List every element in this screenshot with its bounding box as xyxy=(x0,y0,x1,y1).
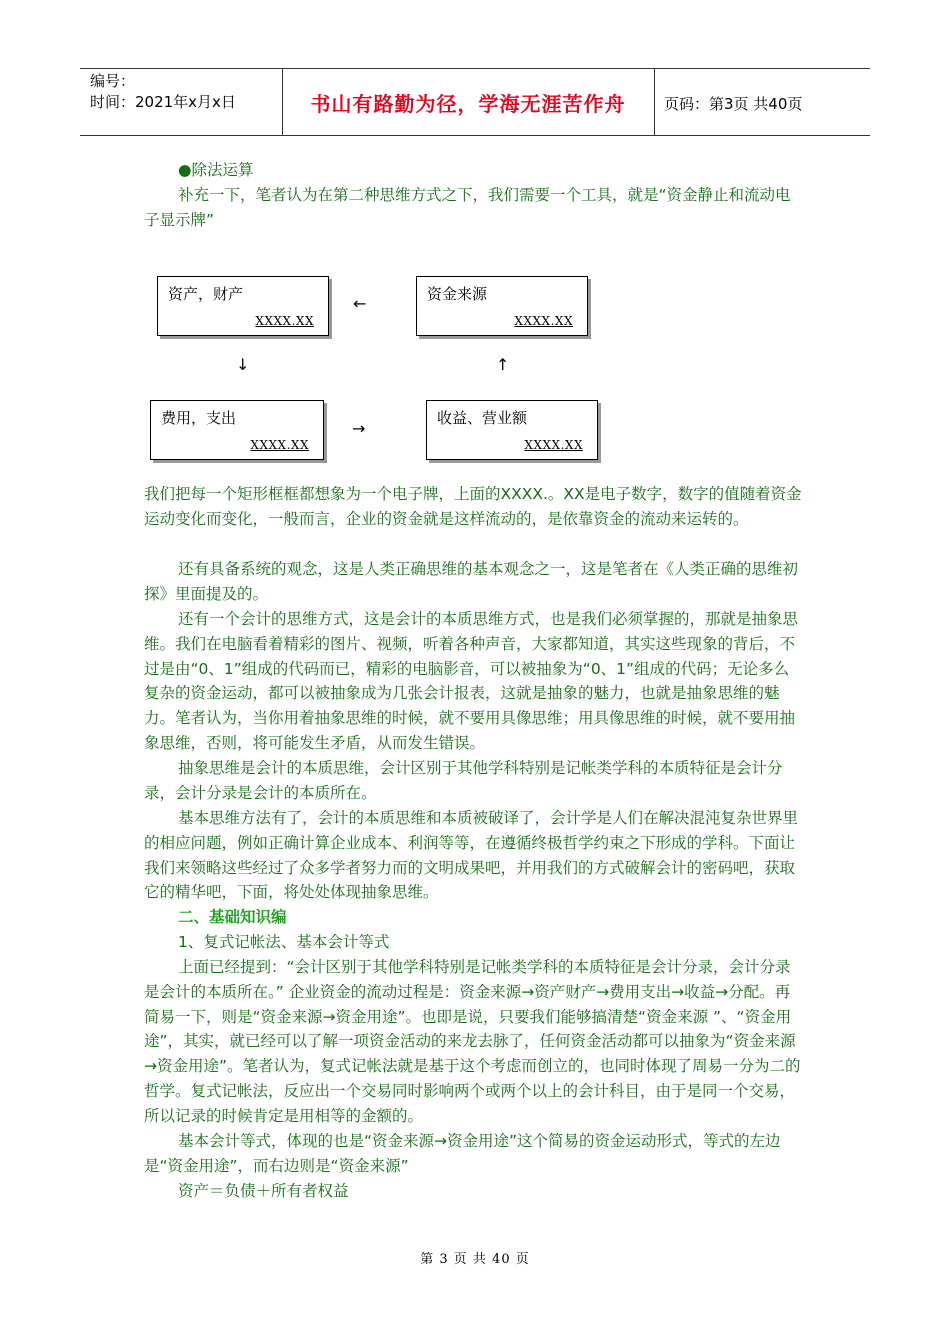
header-motto: 书山有路勤为径，学海无涯苦作舟 xyxy=(310,92,626,116)
arrow-down-icon: ↓ xyxy=(236,355,250,374)
subsection-heading-double-entry: 1、复式记帐法、基本会计等式 xyxy=(178,933,390,951)
box-expenses-title: 费用，支出 xyxy=(161,409,237,427)
document-number: 编号： xyxy=(90,72,136,90)
paragraph-abstract-thinking: 还有一个会计的思维方式，这是会计的本质思维方式，也是我们必须掌握的，那就是抽象思维。我们在电脑看着精彩的图片、视频，听着各种声音，大家都知道，其实这些现象的背后，不过是由“0、1”组成的代码而已，精彩的电脑影音，可以被抽象为“0、1”组成的代码；无论多么复杂的资金运动，都可以被抽象成为几张会计报表，这就是抽象的魅力，也就是抽象思维的魅力。笔者认为，当你用着抽象思维的时候，就不要用具像思维；用具像思维的时候，就不要用抽象思维，否则，将可能发生矛盾，从而发生错误。 xyxy=(144,610,799,752)
paragraph-accounting-essence: 抽象思维是会计的本质思维，会计区别于其他学科特别是记帐类学科的本质特征是会计分录，会计分录是会计的本质所在。 xyxy=(144,759,783,802)
paragraph-system-view: 还有具备系统的观念，这是人类正确思维的基本观念之一，这是笔者在《人类正确的思维初探》里面提及的。 xyxy=(144,560,799,603)
box-expenses-value: XXXX.XX xyxy=(250,438,309,452)
box-revenue xyxy=(426,400,598,460)
arrow-up-icon: ↑ xyxy=(496,355,510,374)
paragraph-display-board: 我们把每一个矩形框框都想象为一个电子牌，上面的XXXX.。XX是电子数字，数字的值随着资金运动变化而变化，一般而言，企业的资金就是这样流动的，是依靠资金的流动来运转的。 xyxy=(144,485,802,528)
document-date: 时间：2021年x月x日 xyxy=(90,93,236,111)
header-bottom-rule xyxy=(80,135,870,136)
bullet-division: ●除法运算 xyxy=(178,161,254,179)
box-funding-source-title: 资金来源 xyxy=(427,285,488,303)
paragraph-basic-methods: 基本思维方法有了，会计的本质思维和本质被破译了，会计学是人们在解决混沌复杂世界里的相应问题，例如正确计算企业成本、利润等等，在遵循终极哲学约束之下形成的学科。下面让我们来领略这些经过了众多学者努力而的文明成果吧，并用我们的方式破解会计的密码吧，获取它的精华吧，下面，将处处体现抽象思维。 xyxy=(144,809,799,902)
paragraph-double-entry: 上面已经提到：“会计区别于其他学科特别是记帐类学科的本质特征是会计分录，会计分录是会计的本质所在。” 企业资金的流动过程是：资金来源→资产财产→费用支出→收益→分配。再简易一下，则是“资金来源→资金用途”。也即是说，只要我们能够搞清楚“资金来源 ”、“资金用途”，其实，就已经可以了解一项资金活动的来龙去脉了，任何资金活动都可以抽象为“资金来源→资金用途”。笔者认为，复式记帐法就是基于这个考虑而创立的，也同时体现了周易一分为二的哲学。复式记帐法，反应出一个交易同时影响两个或两个以上的会计科目，由于是同一个交易，所以记录的时候肯定是用相等的金额的。 xyxy=(144,958,801,1125)
header-divider-right xyxy=(654,68,655,136)
box-revenue-value: XXXX.XX xyxy=(524,438,583,452)
box-funding-source xyxy=(416,276,588,336)
arrow-left-icon: ← xyxy=(353,294,367,313)
box-funding-source-value: XXXX.XX xyxy=(514,314,573,328)
accounting-equation: 资产＝负债＋所有者权益 xyxy=(178,1182,349,1200)
header-top-rule xyxy=(80,68,870,69)
box-revenue-title: 收益、营业额 xyxy=(437,409,528,427)
footer-page-number: 第 3 页 共 40 页 xyxy=(420,1252,530,1267)
header-page-number: 页码：第3页 共40页 xyxy=(664,95,803,113)
box-assets xyxy=(157,276,329,336)
header-info xyxy=(90,71,236,113)
arrow-right-icon: → xyxy=(352,419,366,438)
box-assets-title: 资产，财产 xyxy=(168,285,244,303)
section-heading-basics: 二、基础知识编 xyxy=(178,908,287,926)
paragraph-accounting-equation: 基本会计等式，体现的也是“资金来源→资金用途”这个简易的资金运动形式，等式的左边是“资金用途”，而右边则是“资金来源” xyxy=(144,1132,781,1175)
paragraph-tool-intro: 补充一下，笔者认为在第二种思维方式之下，我们需要一个工具，就是“资金静止和流动电子显示牌” xyxy=(144,186,791,229)
box-expenses xyxy=(150,400,324,460)
box-assets-value: XXXX.XX xyxy=(255,314,314,328)
